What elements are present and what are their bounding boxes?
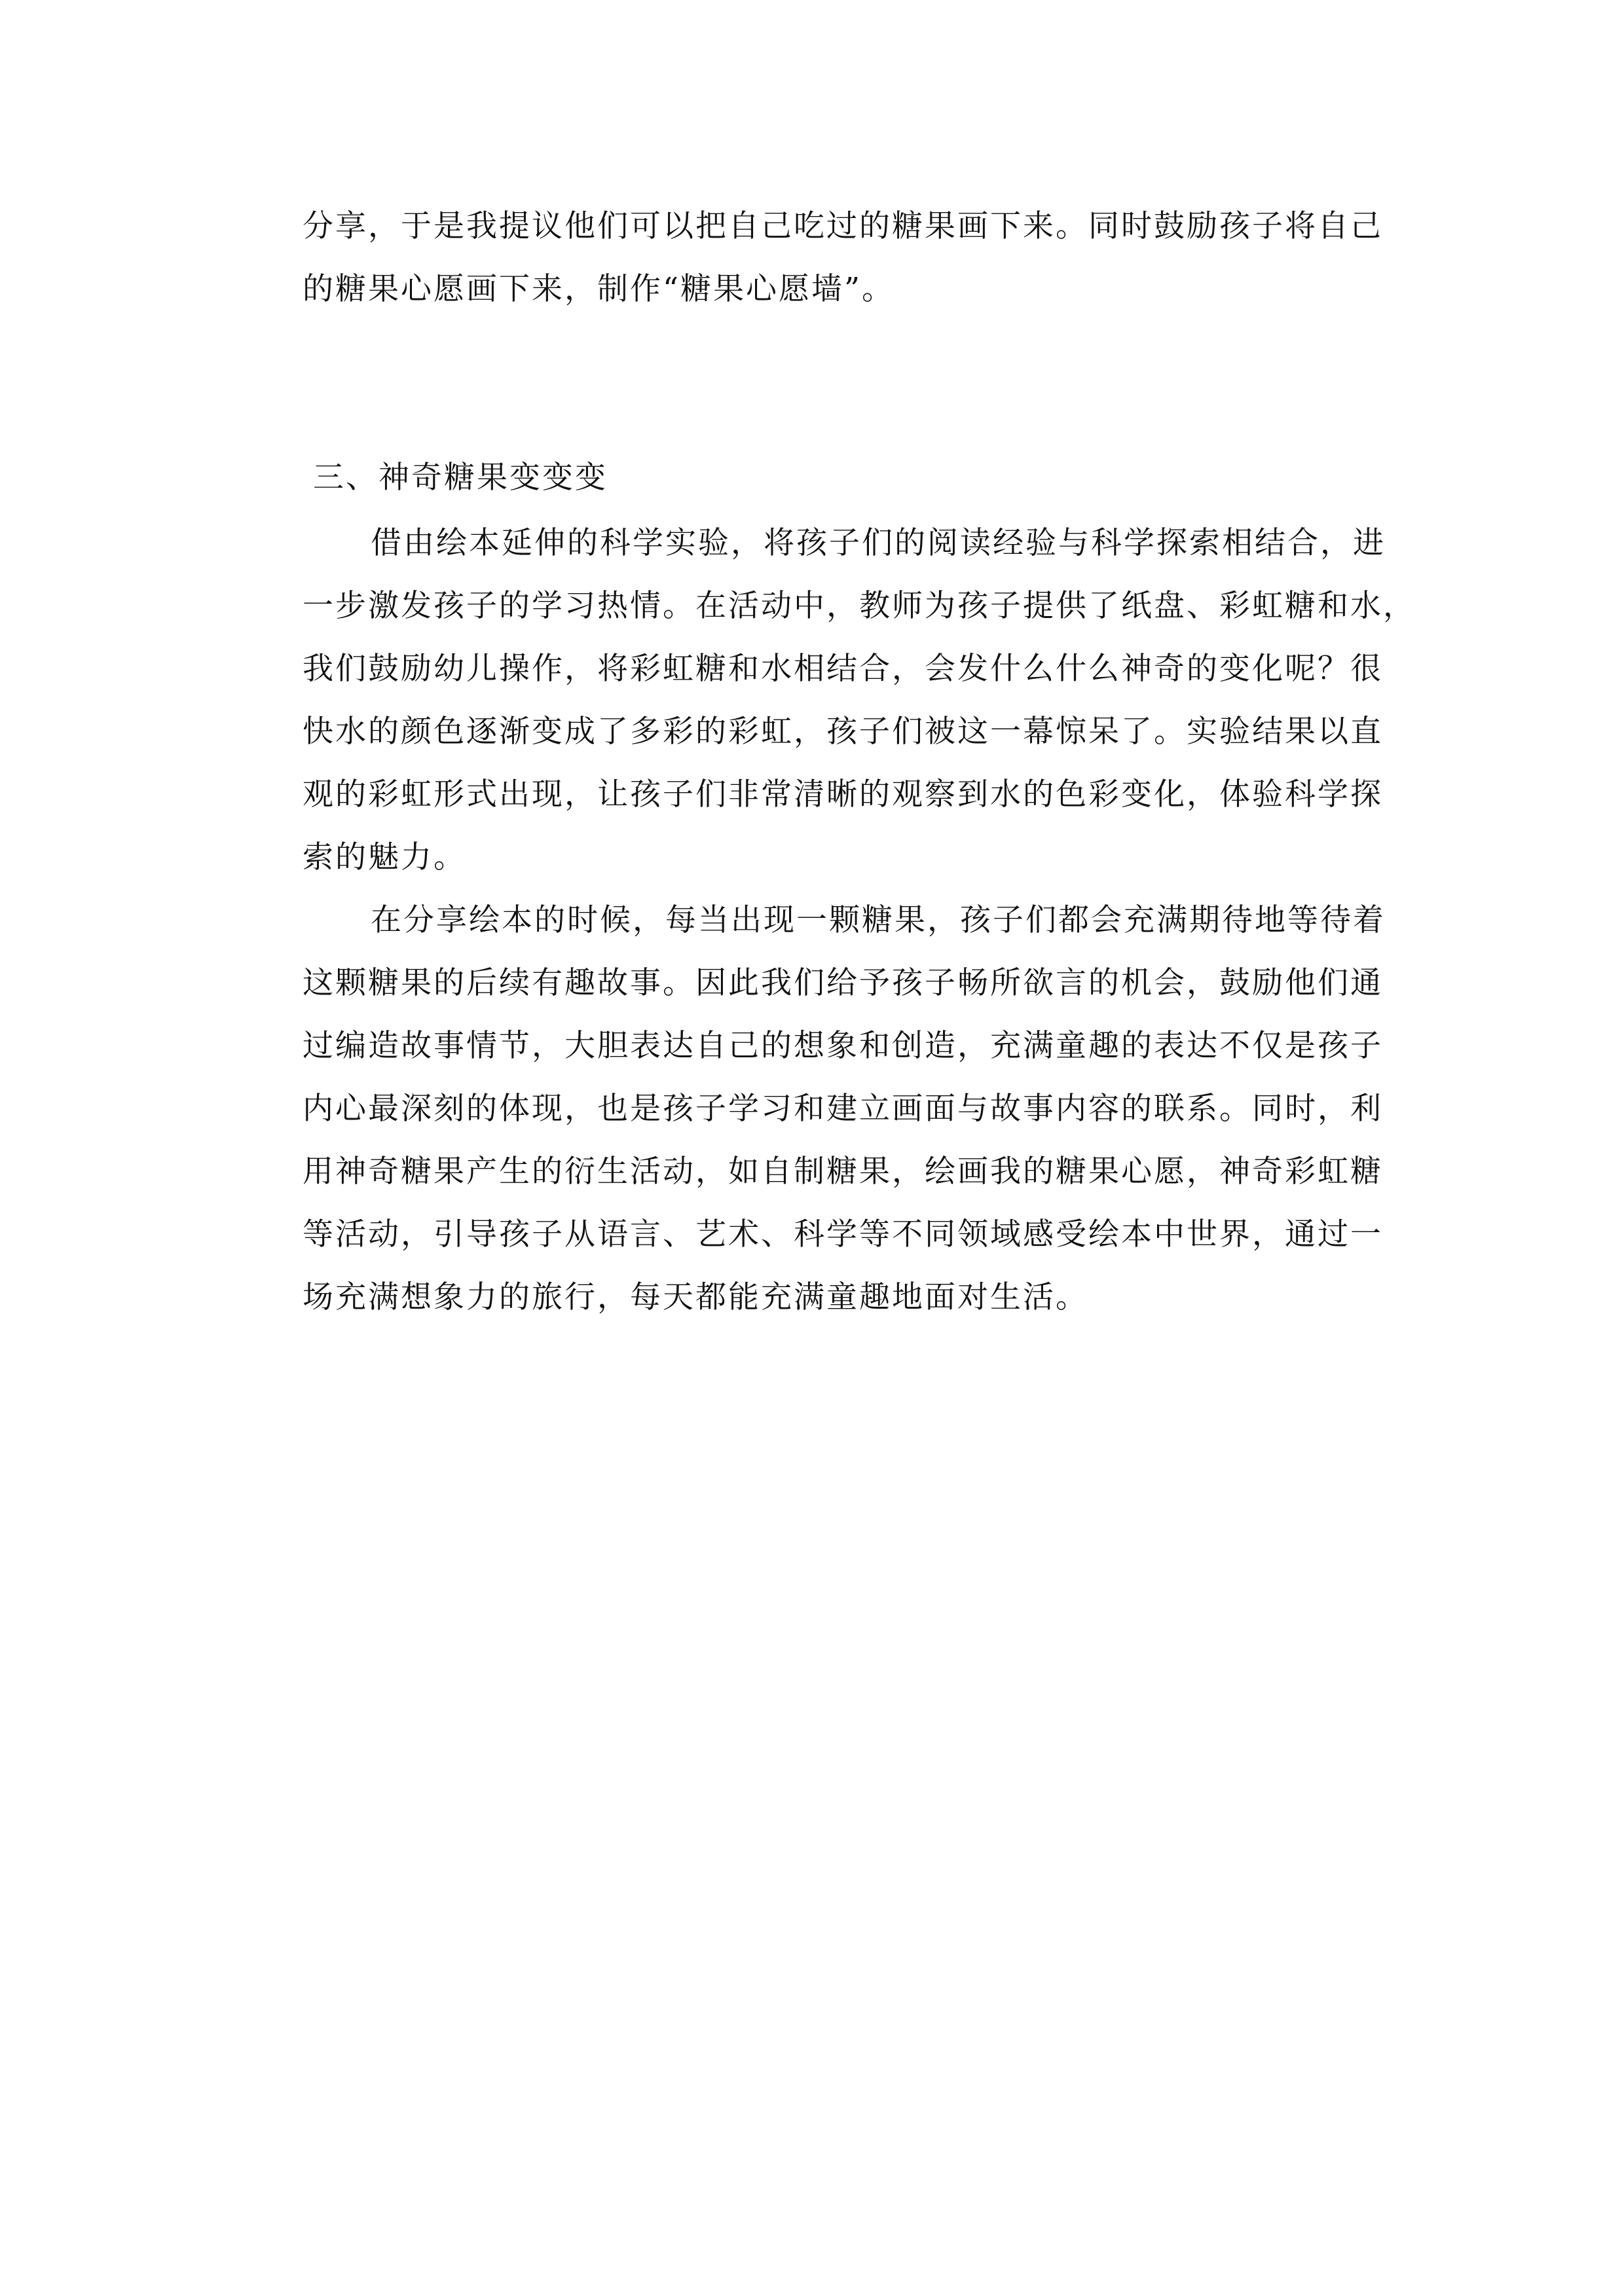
text-line: 我们鼓励幼儿操作，将彩虹糖和水相结合，会发什么什么神奇的变化呢？很 (303, 651, 1383, 687)
text-line: 内心最深刻的体现，也是孩子学习和建立画面与故事内容的联系。同时，利 (303, 1091, 1383, 1127)
text-line: 等活动，引导孩子从语言、艺术、科学等不同领域感受绘本中世界，通过一 (303, 1216, 1383, 1252)
text-line: 在分享绘本的时候，每当出现一颗糖果，孩子们都会充满期待地等待着 (371, 902, 1386, 938)
text-line: 借由绘本延伸的科学实验，将孩子们的阅读经验与科学探索相结合，进 (371, 525, 1386, 561)
text-line: 索的魅力。 (303, 839, 466, 875)
text-line: 观的彩虹形式出现，让孩子们非常清晰的观察到水的色彩变化，体验科学探 (303, 776, 1383, 812)
heading-text: 三、神奇糖果变变变 (313, 460, 608, 496)
text-line: 用神奇糖果产生的衍生活动，如自制糖果，绘画我的糖果心愿，神奇彩虹糖 (303, 1154, 1383, 1190)
text-line: 分享，于是我提议他们可以把自己吃过的糖果画下来。同时鼓励孩子将自己 (303, 208, 1383, 244)
text-line: 场充满想象力的旅行，每天都能充满童趣地面对生活。 (303, 1279, 1088, 1315)
text-line: 快水的颜色逐渐变成了多彩的彩虹，孩子们被这一幕惊呆了。实验结果以直 (303, 714, 1383, 750)
text-line: 一步激发孩子的学习热情。在活动中，教师为孩子提供了纸盘、彩虹糖和水， (303, 588, 1416, 624)
text-line: 过编造故事情节，大胆表达自己的想象和创造，充满童趣的表达不仅是孩子 (303, 1028, 1383, 1064)
text-line: 的糖果心愿画下来，制作“糖果心愿墙”。 (303, 271, 895, 307)
text-line: 这颗糖果的后续有趣故事。因此我们给予孩子畅所欲言的机会，鼓励他们通 (303, 965, 1383, 1001)
